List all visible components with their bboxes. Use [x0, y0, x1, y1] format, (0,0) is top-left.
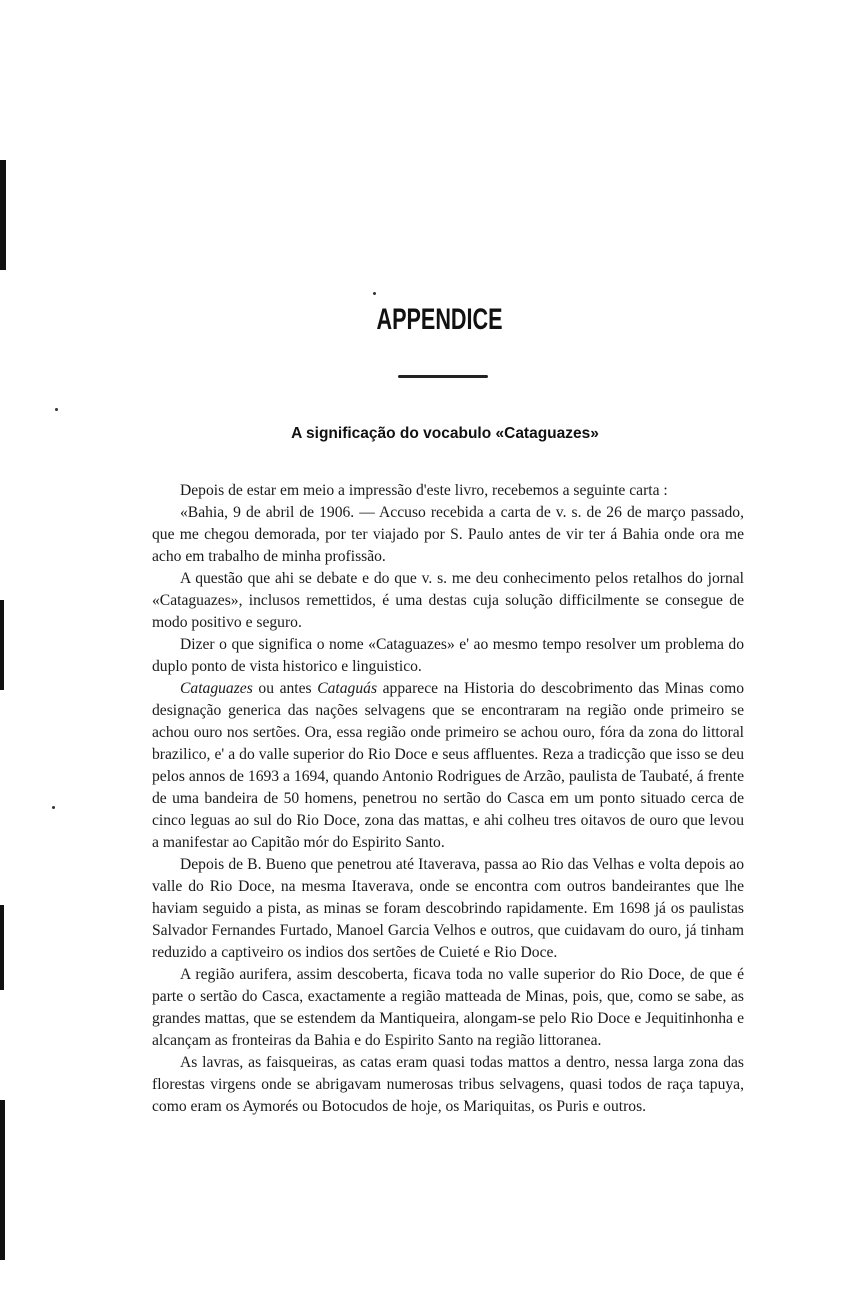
paragraph-letter-opening: «Bahia, 9 de abril de 1906. — Accuso recebida a carta de v. s. de 26 de março passado, que me chegou demorada, por ter viajado por S. Paulo antes de vir ter á Bahia onde ora me acho em trabalho de minha profissão. [152, 504, 744, 565]
title-text: APPENDICE [376, 303, 504, 336]
section-subtitle: A significação do vocabulo «Cataguazes» [291, 425, 599, 442]
paragraph-intro: Depois de estar em meio a impressão d'este livro, recebemos a seguinte carta : [180, 482, 668, 499]
body-text [152, 480, 744, 1118]
term-cataguas: Cataguás [317, 680, 378, 697]
page-title [290, 303, 590, 337]
binding-mark [0, 600, 4, 690]
paragraph-history [152, 678, 744, 854]
text-fragment: ou antes [258, 680, 312, 697]
binding-mark [0, 905, 4, 990]
paragraph-region: A região aurifera, assim descoberta, ficava toda no valle superior do Rio Doce, de que é parte o sertão do Casca, exactamente a região matteada de Minas, pois, que, como se sabe, as grandes mattas, que se estendem da Mantiqueira, alongam-se pelo Rio Doce e Jequitinhonha e alcançam as fronteiras da Bahia e do Espirito Santo na região littoranea. [152, 966, 744, 1049]
speck [373, 292, 376, 295]
text-fragment: apparece na Historia do descobrimento das Minas como designação generica das nações selvagens que se encontraram na região onde primeiro se achou ouro nos sertões. Ora, essa região onde primeiro se achou ouro, fóra da zona do littoral brazilico, e' a do valle superior do Rio Doce e seus affluentes. Reza a tradicção que isso se deu pelos annos de 1693 a 1694, quando Antonio Rodrigues de Arzão, paulista de Taubaté, á frente de uma bandeira de 50 homens, penetrou no sertão do Casca em um ponto situado cerca de cinco leguas ao sul do Rio Doce, zona das mattas, e ahi colheu tres oitavos de ouro que levou a manifestar ao Capitão mór do Espirito Santo. [152, 680, 744, 851]
binding-mark [0, 1100, 5, 1260]
paragraph-meaning: Dizer o que significa o nome «Cataguazes» e' ao mesmo tempo resolver um problema do duplo ponto de vista historico e linguistico. [152, 636, 744, 675]
paragraph-bueno: Depois de B. Bueno que penetrou até Itaverava, passa ao Rio das Velhas e volta depois ao valle do Rio Doce, na mesma Itaverava, onde se encontra com outros bandeirantes que lhe haviam seguido a pista, as minas se foram descobrindo rapidamente. Em 1698 já os paulistas Salvador Fernandes Furtado, Manoel Garcia Velhos e outros, que cuidavam do ouro, já tinham reduzido a captiveiro os indios dos sertões de Cuieté e Rio Doce. [152, 856, 744, 961]
speck [55, 408, 58, 411]
term-cataguazes: Cataguazes [180, 680, 253, 697]
binding-mark [0, 160, 6, 270]
title-rule [398, 375, 488, 378]
paragraph-question: A questão que ahi se debate e do que v. s. me deu conhecimento pelos retalhos do jornal «Cataguazes», inclusos remettidos, é uma destas cuja solução difficilmente se consegue de modo positivo e seguro. [152, 570, 744, 631]
speck [52, 806, 55, 809]
paragraph-lavras: As lavras, as faisqueiras, as catas eram quasi todas mattos a dentro, nessa larga zona das florestas virgens onde se abrigavam numerosas tribus selvagens, quasi todos de raça tapuya, como eram os Aymorés ou Botocudos de hoje, os Mariquitas, os Puris e outros. [152, 1054, 744, 1115]
